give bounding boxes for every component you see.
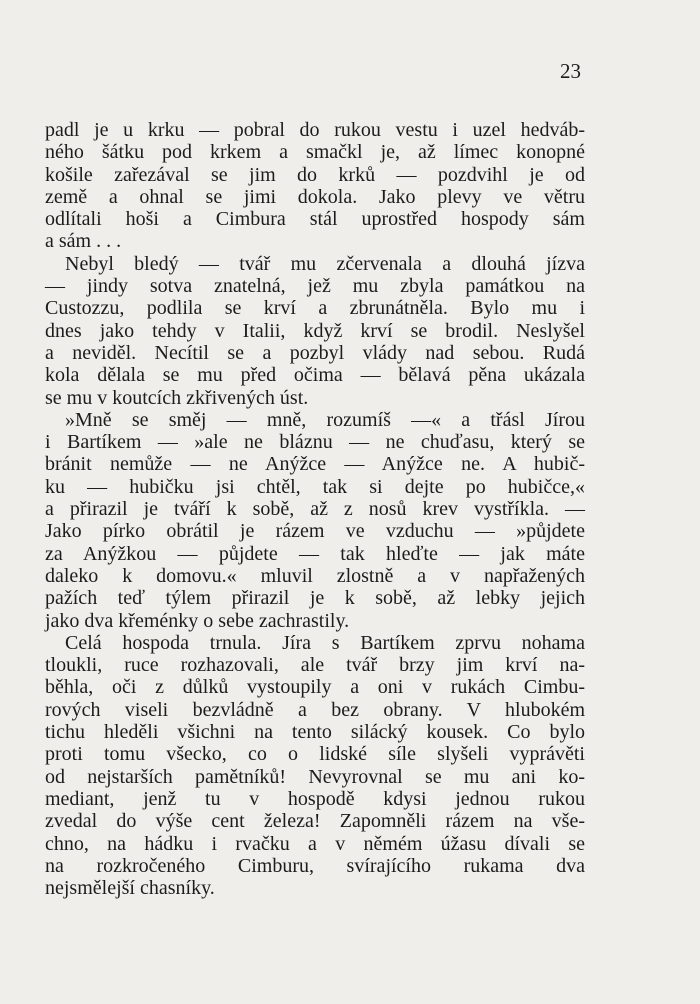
text-line: a neviděl. Necítil se a pozbyl vlády nad sebou. Rudá xyxy=(45,341,585,364)
text-line: tichu hleděli všichni na tento silácký kousek. Co bylo xyxy=(45,721,585,744)
text-line: ného šátku pod krkem a smačkl je, až límec konopné xyxy=(45,141,585,164)
text-line: odlítali hoši a Cimbura stál uprostřed hospody sám xyxy=(45,208,585,231)
text-line: mediant, jenž tu v hospodě kdysi jednou rukou xyxy=(45,787,585,810)
text-line: proti tomu všecko, co o lidské síle slyšeli vyprávěti xyxy=(45,743,585,766)
text-line: na rozkročeného Cimburu, svírajícího rukama dva xyxy=(45,854,585,877)
text-line: se mu v koutcích zkřivených úst. xyxy=(45,386,309,409)
text-line: jako dva křeménky o sebe zachrastily. xyxy=(45,609,350,632)
text-line: Celá hospoda trnula. Jíra s Bartíkem zprvu nohama xyxy=(65,631,585,654)
text-line: »Mně se směj — mně, rozumíš —« a třásl Jírou xyxy=(65,408,585,431)
text-line: i Bartíkem — »ale ne bláznu — ne chuďasu, který se xyxy=(45,431,585,454)
text-line: kola dělala se mu před očima — bělavá pěna ukázala xyxy=(45,364,585,387)
text-line: rových viseli bezvládně a bez obrany. V hlubokém xyxy=(45,698,585,721)
text-line: Jako pírko obrátil je rázem ve vzduchu — »půjdete xyxy=(45,520,585,543)
text-line: Nebyl bledý — tvář mu zčervenala a dlouhá jízva xyxy=(65,252,585,275)
text-line: zvedal do výše cent železa! Zapomněli rázem na vše- xyxy=(45,810,585,833)
text-line: padl je u krku — pobral do rukou vestu i uzel hedváb- xyxy=(45,119,585,141)
text-line: běhla, oči z důlků vystoupily a oni v rukách Cimbu- xyxy=(45,676,585,699)
text-line: od nejstarších pamětníků! Nevyrovnal se mu ani ko- xyxy=(45,765,585,788)
text-line: chno, na hádku i rvačku a v němém úžasu dívali se xyxy=(45,832,585,855)
text-line: dnes jako tehdy v Italii, když krví se brodil. Neslyšel xyxy=(45,319,585,342)
text-line: a sám . . . xyxy=(45,230,122,253)
body-text xyxy=(45,119,585,899)
text-line: pažích teď týlem přirazil je k sobě, až lebky jejich xyxy=(45,587,585,610)
text-line: tloukli, ruce rozhazovali, ale tvář brzy jim krví na- xyxy=(45,654,585,677)
text-line: košile zařezával se jim do krků — pozdvihl je od xyxy=(45,163,585,186)
text-line: Custozzu, podlila se krví a zbrunátněla. Bylo mu i xyxy=(45,297,585,320)
text-line: za Anýžkou — půjdete — tak hleďte — jak máte xyxy=(45,542,585,565)
text-line: a přirazil je tváří k sobě, až z nosů krev vystříkla. — xyxy=(45,498,585,521)
text-line: nejsmělejší chasníky. xyxy=(45,877,215,900)
text-line: ku — hubičku jsi chtěl, tak si dejte po hubičce,« xyxy=(45,475,585,498)
text-line: země a ohnal se jimi dokola. Jako plevy ve větru xyxy=(45,185,585,208)
text-line: daleko k domovu.« mluvil zlostně a v napřažených xyxy=(45,564,585,587)
page-number: 23 xyxy=(560,59,581,83)
text-line: — jindy sotva znatelná, jež mu zbyla památkou na xyxy=(45,275,585,298)
text-line: bránit nemůže — ne Anýžce — Anýžce ne. A hubič- xyxy=(45,453,585,476)
